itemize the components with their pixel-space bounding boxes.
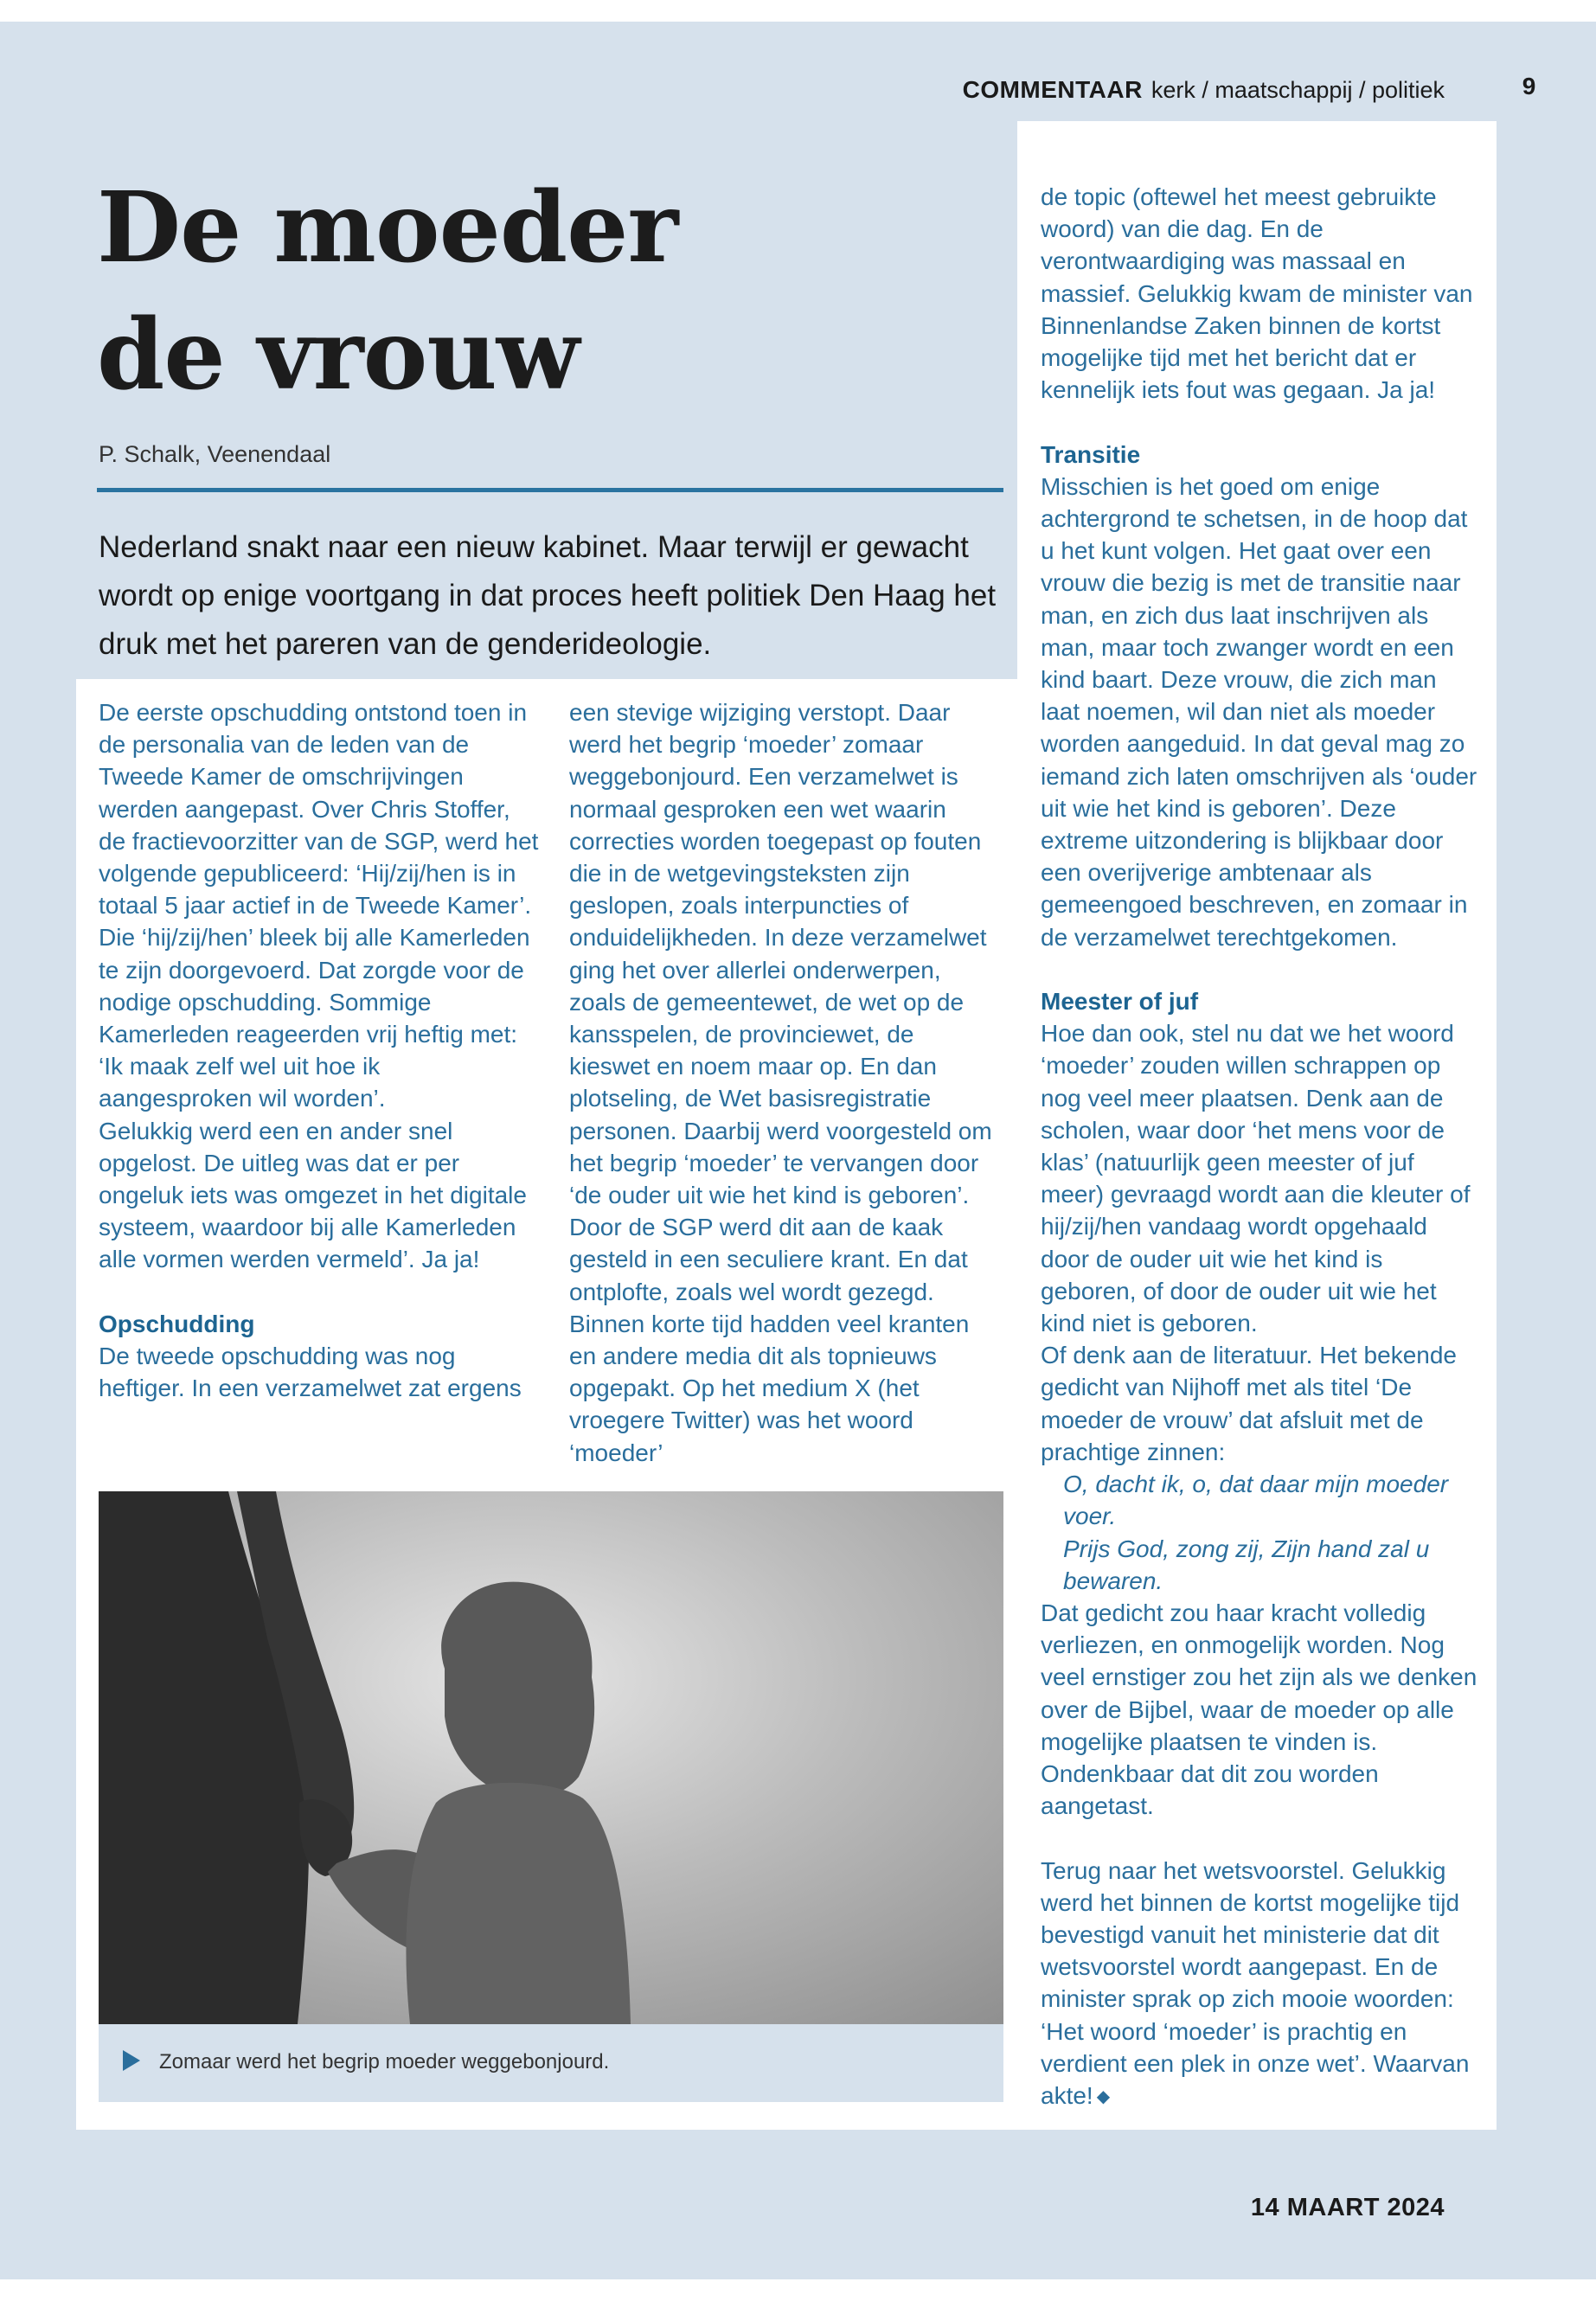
paragraph-gap <box>1041 406 1482 438</box>
paragraph: een stevige wijziging verstopt. Daar werd het begrip ‘moeder’ zomaar weggebonjourd. Een verzamelwet is normaal gesproken een wet waarin correcties worden toegepast op fouten die in de wetgevingsteksten zijn geslopen, zoals interpuncties of onduidelijkheden. In deze verzamelwet ging het over allerlei onderwerpen, zoals de gemeentewet, de wet op de kansspelen, de provinciewet, de kieswet en noem maar op. En dan plotseling, de Wet basisregistratie personen. Daarbij werd voorgesteld om het begrip ‘moeder’ te vervangen door ‘de ouder uit wie het kind is geboren’. <box>569 699 992 1209</box>
issue-date: 14 MAART 2024 <box>1250 2194 1445 2221</box>
article-photo <box>99 1491 1003 2024</box>
paragraph-gap <box>99 1276 540 1308</box>
closing-text: Terug naar het wetsvoorstel. Gelukkig werd het binnen de kortst mogelijke tijd bevestigd vanuit het ministerie dat dit wetsvoorstel wordt aangepast. En de minister sprak op zich mooie woorden: ‘Het woord ‘moeder’ is prachtig en verdient een plek in onze wet’. Waarvan akte! <box>1041 1856 1470 2109</box>
paragraph: Door de SGP werd dit aan de kaak gesteld in een seculiere krant. En dat ontplofte, zoals wel wordt gezegd. Binnen korte tijd hadden veel kranten en andere media dit als topnieuws opgepakt. Op het medium X (het vroegere Twitter) was het woord ‘moeder’ <box>569 1214 970 1466</box>
body-column-3 <box>1041 181 1482 2113</box>
paragraph: Of denk aan de literatuur. Het bekende gedicht van Nijhoff met als titel ‘De moeder de vrouw’ dat afsluit met de prachtige zinnen: <box>1041 1342 1457 1465</box>
poem-line: O, dacht ik, o, dat daar mijn moeder voer. <box>1063 1471 1449 1530</box>
body-column-1 <box>99 696 540 1404</box>
page-number: 9 <box>1522 73 1536 99</box>
paragraph: De tweede opschudding was nog heftiger. In een verzamelwet zat ergens <box>99 1343 522 1402</box>
body-column-2 <box>569 696 1000 1469</box>
paragraph: Hoe dan ook, stel nu dat we het woord ‘moeder’ zouden willen schrappen op nog veel meer plaatsen. Denk aan de scholen, waar door ‘het mens voor de klas’ (natuurlijk geen meester of juf meer) gevraagd wordt aan die kleuter of hij/zij/hen vandaag wordt opgehaald door de ouder uit wie het kind is geboren, of door de ouder uit wie het kind niet is geboren. <box>1041 1020 1471 1337</box>
paragraph: de topic (oftewel het meest gebruikte woord) van die dag. En de verontwaardiging was massaal en massief. Gelukkig kwam de minister van Binnenlandse Zaken binnen de kortst mogelijke tijd met het bericht dat er kennelijk iets fout was gegaan. Ja ja! <box>1041 183 1473 404</box>
article-title <box>97 164 677 419</box>
page-header <box>865 76 1445 104</box>
lead-paragraph: Nederland snakt naar een nieuw kabinet. Maar terwijl er gewacht wordt op enige voortgang in dat proces heeft politiek Den Haag het druk met het pareren van de genderideologie. <box>99 530 997 661</box>
paragraph: Dat gedicht zou haar kracht volledig verliezen, en onmogelijk worden. Nog veel ernstiger zou het zijn als we denken over de Bijbel, waar de moeder op alle mogelijke plaatsen te vinden is. Ondenkbaar dat dit zou worden aangetast. <box>1041 1599 1477 1820</box>
paragraph: Misschien is het goed om enige achtergrond te schetsen, in de hoop dat u het kunt volgen. Het gaat over een vrouw die bezig is met de transitie naar man, en zich dus laat inschrijven als man, maar toch zwanger wordt en een kind baart. Deze vrouw, die zich man laat noemen, wil dan niet als moeder worden aangeduid. In dat geval mag zo iemand zich laten omschrijven als ‘ouder uit wie het kind is geboren’. Deze extreme uitzondering is blijkbaar door een overijverige ambtenaar als gemeengoed beschreven, en zomaar in de verzamelwet terechtgekomen. <box>1041 472 1477 951</box>
section-label: COMMENTAAR <box>962 76 1143 103</box>
title-divider <box>97 488 1003 492</box>
caption-text: Zomaar werd het begrip moeder weggebonjourd. <box>159 2050 610 2073</box>
title-line-1: De moeder <box>97 171 678 285</box>
section-topics: kerk / maatschappij / politiek <box>1151 77 1445 103</box>
paragraph <box>1041 1855 1482 2114</box>
title-line-2: de vrouw <box>97 298 580 412</box>
paragraph: De eerste opschudding ontstond toen in de personalia van de leden van de Tweede Kamer de omschrijvingen werden aangepast. Over Chris Stoffer, de fractievoorzitter van de SGP, werd het volgende gepubliceerd: ‘Hij/zij/hen is in totaal 5 jaar actief in de Tweede Kamer’. Die ‘hij/zij/hen’ bleek bij alle Kamerleden te zijn doorgevoerd. Dat zorgde voor de nodige opschudding. Sommige Kamerleden reageerden vrij heftig met: ‘Ik maak zelf wel uit hoe ik aangesproken wil worden’. <box>99 699 539 1112</box>
photo-silhouette-mother-child <box>99 1491 1003 2024</box>
photo-caption <box>99 2024 1003 2102</box>
subheading-meester-of-juf: Meester of juf <box>1041 988 1199 1016</box>
child-body <box>406 1783 631 2024</box>
caption-arrow-icon <box>123 2050 140 2071</box>
author-byline: P. Schalk, Veenendaal <box>99 441 331 467</box>
subheading-transitie: Transitie <box>1041 440 1141 468</box>
poem-line: Prijs God, zong zij, Zijn hand zal u bewaren. <box>1063 1535 1430 1594</box>
paragraph: Gelukkig werd een en ander snel opgelost. De uitleg was dat er per ongeluk iets was omgezet in het digitale systeem, waardoor bij alle Kamerleden alle vormen werden vermeld’. Ja ja! <box>99 1117 527 1273</box>
subheading-opschudding: Opschudding <box>99 1310 255 1337</box>
paragraph-gap <box>1041 953 1482 985</box>
end-mark-icon: ◆ <box>1096 2086 1111 2106</box>
paragraph-gap <box>1041 1822 1482 1854</box>
